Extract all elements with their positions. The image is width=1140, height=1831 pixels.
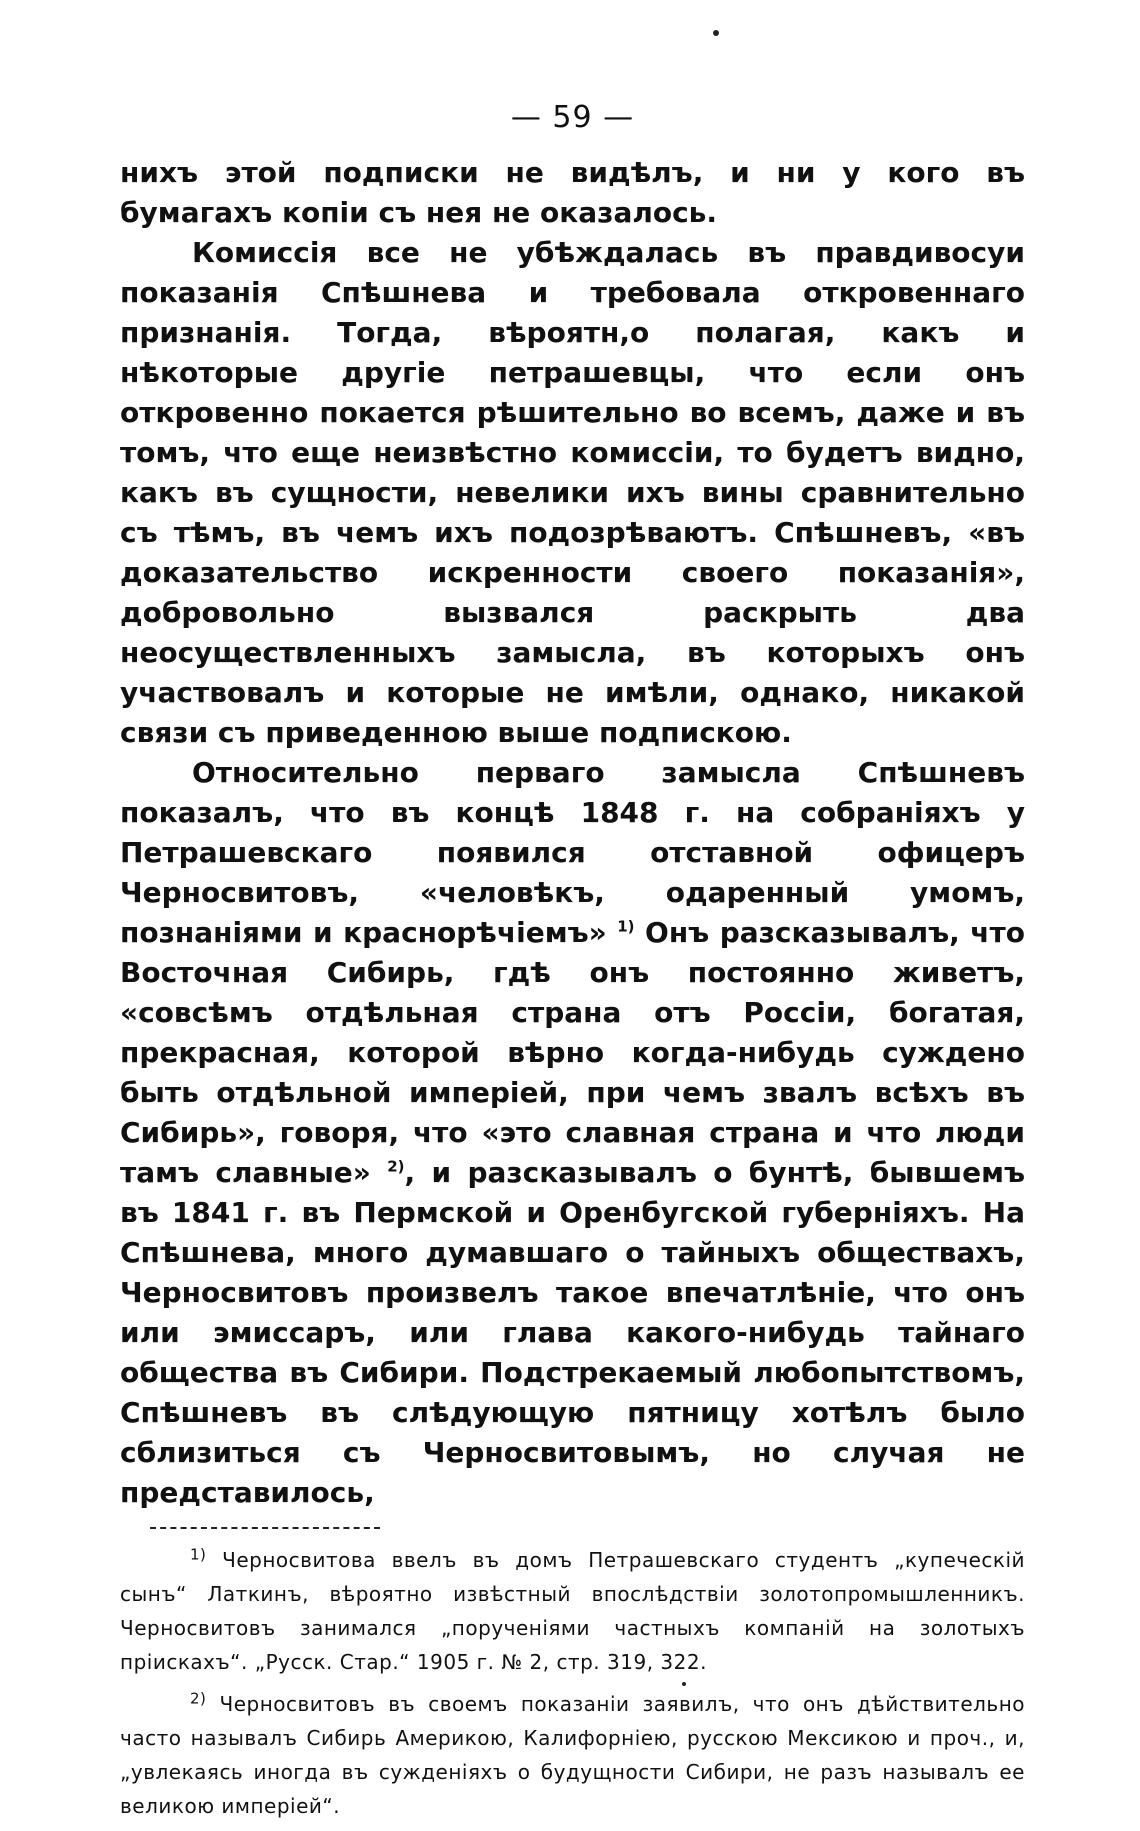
footnote-ref-1: 1) [617, 917, 635, 936]
main-text [120, 153, 1025, 1513]
footnote-1 [120, 1543, 1025, 1679]
footnotes [120, 1543, 1025, 1823]
document-page [120, 100, 1025, 1831]
ink-speck [713, 30, 719, 36]
footnote-2-text: Черносвитовъ въ своемъ показаніи заявилъ, что онъ дѣйствительно часто называлъ Сибирь Америкою, Калифорніею, русскою Мексикою и проч., и, „увлекаясь иногда въ сужденіяхъ о будущности Сибири, не разъ называлъ ее великою имперіей“. [120, 1692, 1025, 1818]
paragraph-commission: Комиссія все не убѣждалась въ правдивосуи показанія Спѣшнева и требовала откровеннаго признанія. Тогда, вѣроятн,о полагая, какъ и нѣкоторые другіе петрашевцы, что если онъ откровенно покается рѣшительно во всемъ, даже и въ томъ, что еще неизвѣстно комиссіи, то будетъ видно, какъ въ сущности, невелики ихъ вины сравнительно съ тѣмъ, въ чемъ ихъ подозрѣваютъ. Спѣшневъ, «въ доказательство искренности своего показанія», добровольно вызвался раскрыть два неосуществленныхъ замысла, въ которыхъ онъ участвовалъ и которые не имѣли, однако, никакой связи съ приведенною выше подпискою. [120, 236, 1025, 749]
footnote-2-mark: 2) [190, 1689, 207, 1708]
footnote-1-text: Черносвитова ввелъ въ домъ Петрашевскаго студентъ „купеческій сынъ“ Латкинъ, вѣроятно извѣстный впослѣдствіи золотопромышленникъ. Черносвитовъ занимался „порученіями частныхъ компаній на золотыхъ пріискахъ“. „Русск. Стар.“ 1905 г. № 2, стр. 319, 322. [120, 1548, 1026, 1674]
paragraph-continuation: нихъ этой подписки не видѣлъ, и ни у кого въ бумагахъ копіи съ нея не оказалось. [120, 156, 1025, 229]
paragraph-first-plot-part-a: Относительно перваго замысла Спѣшневъ показалъ, что въ концѣ 1848 г. на собраніяхъ у Петрашевскаго появился отставной офицеръ Черносвитовъ, «человѣкъ, одаренный умомъ, познаніями и краснорѣчіемъ» [120, 756, 1025, 949]
footnote-ref-2: 2) [387, 1157, 405, 1176]
page-number: — 59 — [510, 100, 635, 135]
footnote-2 [120, 1687, 1025, 1823]
footnote-separator [150, 1527, 380, 1529]
paragraph-first-plot-part-b: Онъ разсказывалъ, что Восточная Сибирь, гдѣ онъ постоянно живетъ, «совсѣмъ отдѣльная страна отъ Россіи, богатая, прекрасная, которой вѣрно когда-нибудь суждено быть отдѣльной имперіей, при чемъ звалъ всѣхъ въ Сибирь», говоря, что «это славная страна и что люди тамъ славные» [120, 916, 1025, 1189]
footnote-1-mark: 1) [190, 1545, 207, 1564]
paragraph-first-plot-part-c: и разсказывалъ о бунтѣ, бывшемъ въ 1841 г. въ Пермской и Оренбугской губерніяхъ. На Спѣшнева, много думавшаго о тайныхъ обществахъ, Черносвитовъ произвелъ такое впечатлѣніе, что онъ или эмиссаръ, или глава какого-нибудь тайнаго общества въ Сибири. Подстрекаемый любопытствомъ, Спѣшневъ въ слѣдующую пятницу хотѣлъ было сблизиться съ Черносвитовымъ, но случая не представилось, [120, 1156, 1026, 1509]
paragraph-first-plot: Относительно перваго замысла Спѣшневъ показалъ, что въ концѣ 1848 г. на собраніяхъ у Петрашевскаго появился отставной офицеръ Черносвитовъ, «человѣкъ, одаренный умомъ, познаніями и краснорѣчіемъ» $^{1)}$ Онъ разсказывалъ, что Восточная Сибирь, гдѣ онъ постоянно живетъ, «совсѣмъ отдѣльная страна отъ Россіи, богатая, прекрасная, которой вѣрно когда-нибудь суждено быть отдѣльной имперіей, при чемъ звалъ всѣхъ въ Сибирь», говоря, что «это славная страна и что люди тамъ славные» $^{2)}$, и разсказывалъ о бунтѣ, бывшемъ въ 1841 г. въ Пермской и Оренбугской губерніяхъ. На Спѣшнева, много думавшаго о тайныхъ обществахъ, Черносвитовъ произвелъ такое впечатлѣніе, что онъ или эмиссаръ, или глава какого-нибудь тайнаго общества въ Сибири. Подстрекаемый любопытствомъ, Спѣшневъ въ слѣдующую пятницу хотѣлъ было сблизиться съ Черносвитовымъ, но случая не представилось, [120, 756, 1026, 1509]
